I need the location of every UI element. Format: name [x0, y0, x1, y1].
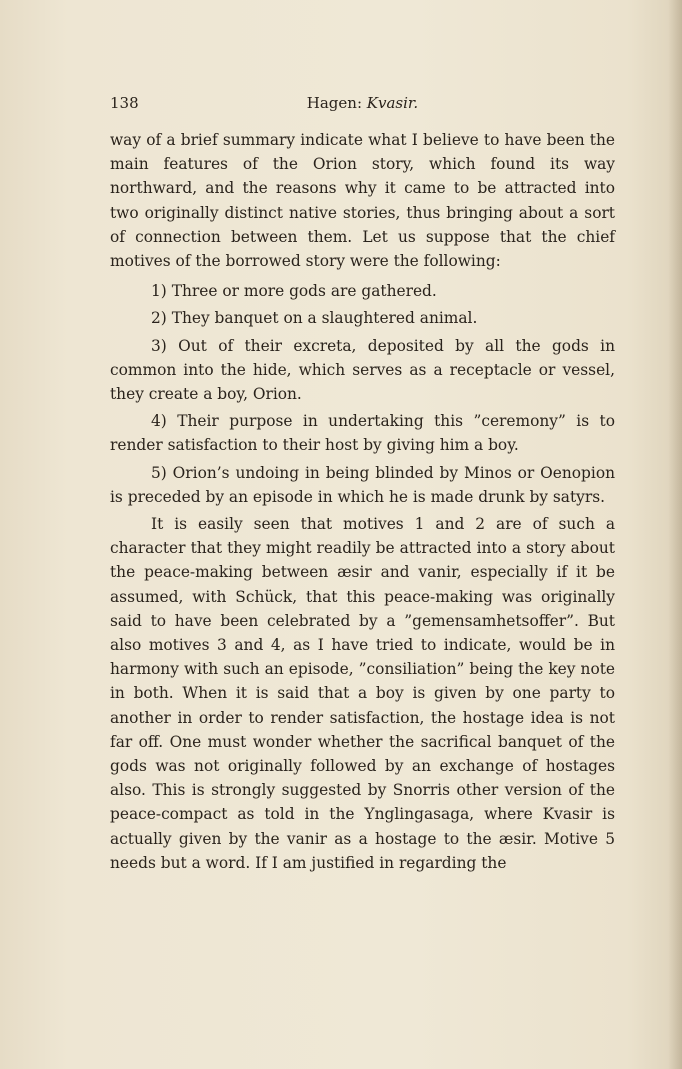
running-head-title: Kvasir.: [366, 94, 419, 112]
page-number: 138: [110, 94, 139, 112]
intro-paragraph: way of a brief summary indicate what I believe to have been the main features of the Orion story, which found its way northward, and the reasons why it came to be attracted into two originally distinct native stories, thus bringing about a sort of connection between them. Let us suppose that the chief motives of the borrowed story were the following:: [110, 131, 615, 271]
body-text: [110, 128, 615, 878]
running-head: [110, 94, 615, 112]
discussion-paragraph: It is easily seen that motives 1 and 2 are of such a character that they might readily be attracted into a story about the peace-making between æsir and vanir, especially if it be assumed, with Schück, that this peace-making was originally said to have been celebrated by a ”gemensamhetsoffer”. But also motives 3 and 4, as I have tried to indicate, would be in harmony with such an episode, ”consiliation” being the key note in both. When it is said that a boy is given by one party to another in order to render satisfaction, the hostage idea is not far off. One must wonder whether the sacrifical banquet of the gods was not originally followed by an exchange of hostages also. This is strongly suggested by Snorris other version of the peace-compact as told in the Ynglingasaga, where Kvasir is actually given by the vanir as a hostage to the æsir. Motive 5 needs but a word. If I am justified in regarding the: [110, 515, 615, 872]
page-header: [110, 94, 615, 116]
page-gutter-shadow: [668, 0, 682, 1069]
motive-item-3: 3) Out of their excreta, deposited by all the gods in common into the hide, which serves as a receptacle or vessel, they create a boy, Orion.: [110, 336, 615, 404]
running-head-author: Hagen:: [306, 94, 362, 112]
motive-item-1: 1) Three or more gods are gathered.: [151, 282, 437, 301]
motive-item-4: 4) Their purpose in undertaking this ”ceremony” is to render satisfaction to their host by giving him a boy.: [110, 412, 615, 455]
motive-item-5: 5) Orion’s undoing in being blinded by Minos or Oenopion is preceded by an episode in which he is made drunk by satyrs.: [110, 463, 615, 506]
motive-item-2: 2) They banquet on a slaughtered animal.: [151, 309, 478, 328]
